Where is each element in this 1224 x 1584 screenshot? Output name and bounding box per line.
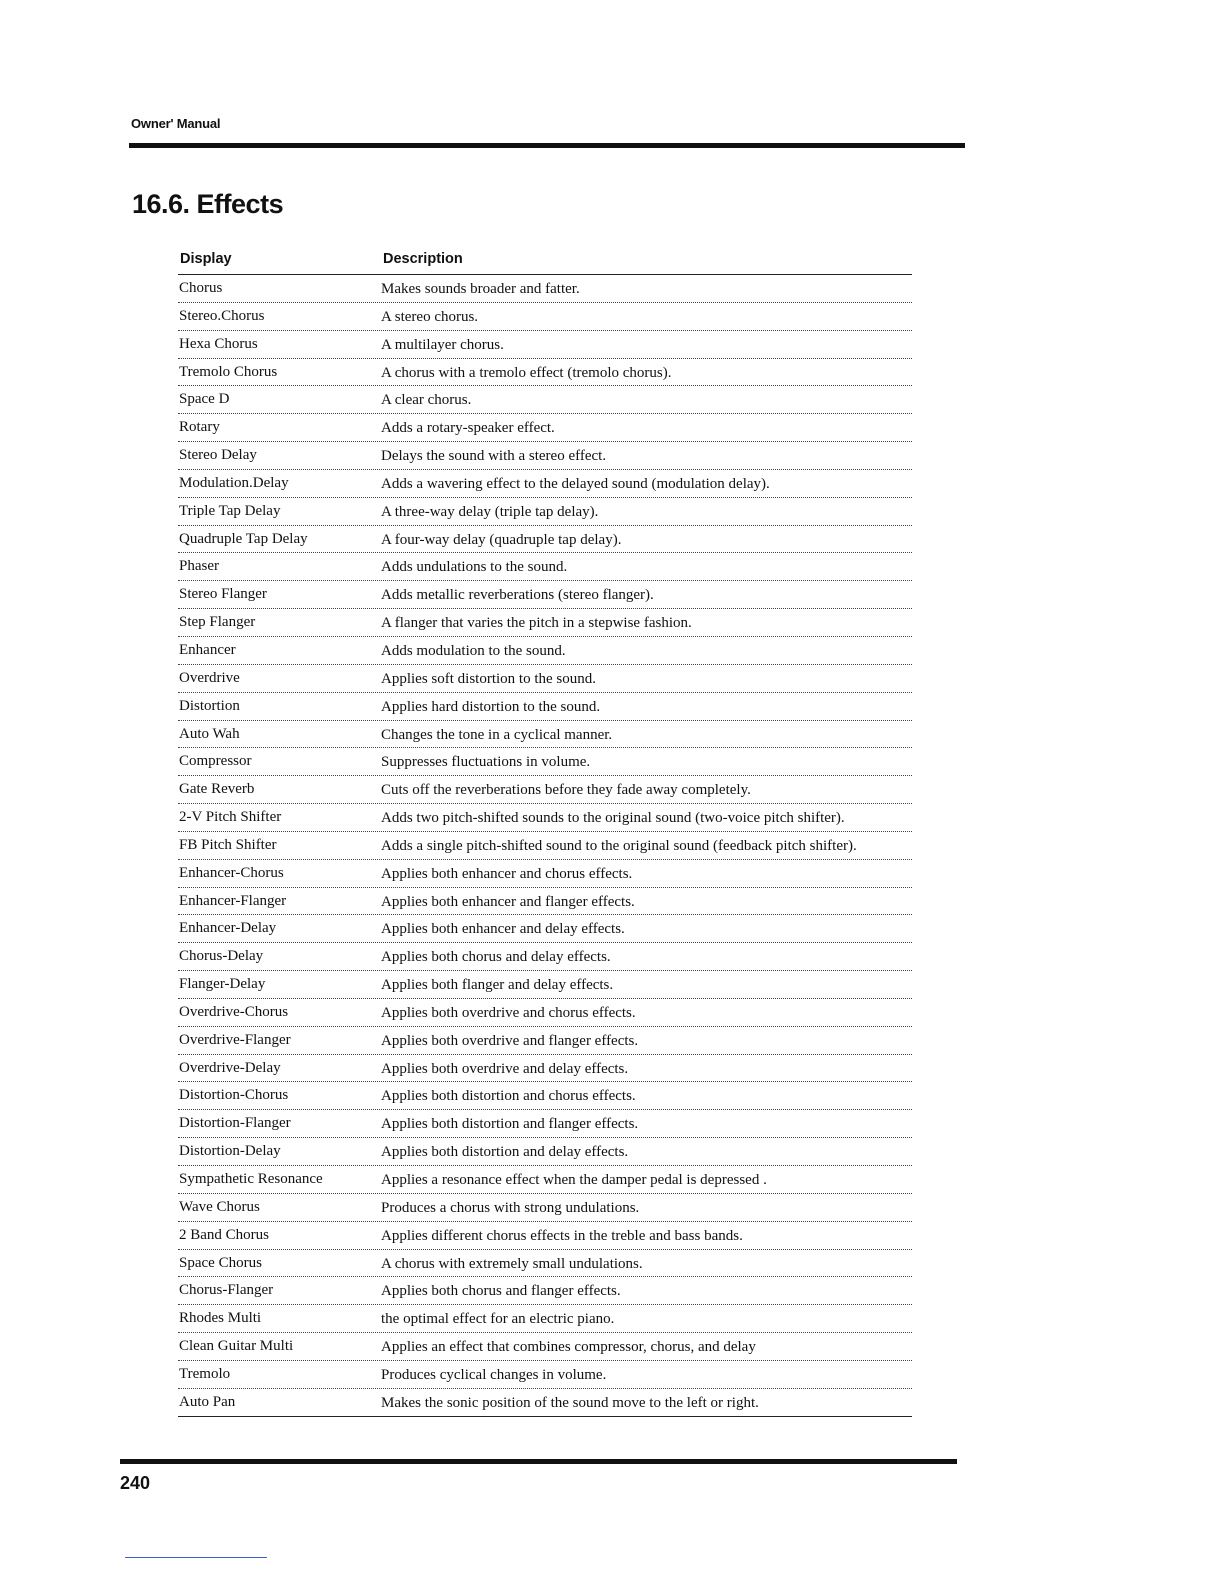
effect-description: A chorus with extremely small undulations. <box>381 1255 643 1272</box>
effect-display-name: Step Flanger <box>179 614 256 631</box>
effect-description: Applies a resonance effect when the damper pedal is depressed . <box>381 1172 767 1188</box>
table-row <box>178 581 912 609</box>
table-row <box>178 470 912 498</box>
effects-table <box>178 250 912 1417</box>
effect-display-name: Chorus <box>179 280 223 296</box>
header-rule <box>129 143 965 148</box>
effect-description: Adds undulations to the sound. <box>381 559 568 576</box>
effect-description: Adds two pitch-shifted sounds to the original sound (two-voice pitch shifter). <box>381 810 845 827</box>
table-row <box>178 1027 912 1055</box>
effect-description: Produces a chorus with strong undulations. <box>381 1199 640 1216</box>
table-row <box>178 1194 912 1222</box>
table-row <box>178 915 912 943</box>
effect-display-name: Tremolo Chorus <box>179 363 278 380</box>
table-row <box>178 1389 912 1417</box>
table-row <box>178 609 912 637</box>
effect-display-name: Hexa Chorus <box>179 335 258 352</box>
table-row <box>178 303 912 331</box>
page-number: 240 <box>120 1473 151 1493</box>
table-row <box>178 1138 912 1166</box>
effect-display-name: Space Chorus <box>179 1254 262 1271</box>
effect-description: Changes the tone in a cyclical manner. <box>381 726 613 743</box>
table-row <box>178 1305 912 1333</box>
effect-display-name: Overdrive-Delay <box>179 1059 281 1076</box>
effect-display-name: 2 Band Chorus <box>179 1226 269 1243</box>
table-row <box>178 1333 912 1361</box>
table-row <box>178 860 912 888</box>
table-row <box>178 943 912 971</box>
effect-description: Makes the sonic position of the sound move to the left or right. <box>381 1394 759 1411</box>
effect-description: Adds modulation to the sound. <box>381 642 566 659</box>
table-row <box>178 776 912 804</box>
table-row <box>178 665 912 693</box>
effect-description: Applies different chorus effects in the treble and bass bands. <box>381 1227 743 1244</box>
table-body <box>178 275 912 1417</box>
table-row <box>178 1222 912 1250</box>
table-row <box>178 971 912 999</box>
effect-description: Cuts off the reverberations before they fade away completely. <box>381 782 751 799</box>
effect-display-name: Enhancer <box>179 641 236 658</box>
table-row <box>178 748 912 776</box>
effect-description: Applies both overdrive and delay effects. <box>381 1060 629 1077</box>
table-row <box>178 721 912 749</box>
table-row <box>178 553 912 581</box>
effect-description: Applies both chorus and delay effects. <box>381 949 611 966</box>
effect-description: Adds a rotary-speaker effect. <box>381 420 555 437</box>
bottom-link-underline <box>125 1557 267 1558</box>
table-row <box>178 1110 912 1138</box>
effect-display-name: Modulation.Delay <box>179 474 289 491</box>
header-label: Owner' Manual <box>131 116 221 131</box>
table-row <box>178 414 912 442</box>
effect-description: A multilayer chorus. <box>381 336 504 353</box>
effect-display-name: Quadruple Tap Delay <box>179 530 308 547</box>
table-row <box>178 1361 912 1389</box>
effect-display-name: Auto Wah <box>179 725 240 742</box>
column-header-description: Description <box>383 251 463 267</box>
effect-description: A stereo chorus. <box>381 308 479 325</box>
effect-display-name: Clean Guitar Multi <box>179 1338 294 1355</box>
effect-display-name: Overdrive-Chorus <box>179 1003 289 1020</box>
effect-description: Applies an effect that combines compressor, chorus, and delay <box>381 1339 756 1356</box>
table-row <box>178 999 912 1027</box>
table-row <box>178 275 912 303</box>
table-row <box>178 1166 912 1194</box>
effect-display-name: Sympathetic Resonance <box>179 1171 323 1187</box>
effect-description: Applies hard distortion to the sound. <box>381 698 601 715</box>
effect-display-name: Enhancer-Delay <box>179 920 277 937</box>
effect-description: Applies both overdrive and flanger effects. <box>381 1032 639 1049</box>
effect-display-name: Compressor <box>179 753 252 770</box>
effect-display-name: Distortion-Chorus <box>179 1087 289 1104</box>
footer-rule <box>120 1459 957 1464</box>
effect-display-name: Stereo.Chorus <box>179 307 265 324</box>
table-row <box>178 693 912 721</box>
effect-description: Applies both enhancer and delay effects. <box>381 921 625 938</box>
effect-description: A flanger that varies the pitch in a stepwise fashion. <box>381 615 692 632</box>
table-row <box>178 359 912 387</box>
effect-description: Produces cyclical changes in volume. <box>381 1366 607 1383</box>
table-row <box>178 1055 912 1083</box>
effect-display-name: FB Pitch Shifter <box>179 836 277 853</box>
table-row <box>178 442 912 470</box>
effect-display-name: Distortion-Delay <box>179 1143 281 1160</box>
effect-display-name: Overdrive-Flanger <box>179 1031 291 1048</box>
table-row <box>178 386 912 414</box>
effect-display-name: Chorus-Delay <box>179 948 264 965</box>
table-row <box>178 1250 912 1278</box>
effect-description: Delays the sound with a stereo effect. <box>381 448 607 465</box>
effect-description: Applies both flanger and delay effects. <box>381 977 614 994</box>
effect-display-name: Auto Pan <box>179 1393 236 1410</box>
effect-display-name: Overdrive <box>179 669 240 686</box>
effect-display-name: Triple Tap Delay <box>179 502 281 519</box>
table-row <box>178 1082 912 1110</box>
effect-display-name: Rhodes Multi <box>179 1310 262 1327</box>
table-row <box>178 832 912 860</box>
effect-description: Applies both distortion and chorus effects. <box>381 1088 636 1105</box>
effect-display-name: Chorus-Flanger <box>179 1282 274 1299</box>
table-row <box>178 637 912 665</box>
effect-display-name: Distortion-Flanger <box>179 1115 291 1132</box>
effect-description: A chorus with a tremolo effect (tremolo chorus). <box>381 364 672 381</box>
effect-description: Applies both distortion and flanger effects. <box>381 1116 639 1133</box>
effect-description: Makes sounds broader and fatter. <box>381 281 580 297</box>
column-header-display: Display <box>180 251 232 267</box>
effect-description: A four-way delay (quadruple tap delay). <box>381 531 622 548</box>
effect-display-name: Stereo Delay <box>179 447 257 464</box>
table-row <box>178 526 912 554</box>
effect-display-name: Wave Chorus <box>179 1198 260 1215</box>
effect-display-name: Stereo Flanger <box>179 586 267 603</box>
effect-description: A three-way delay (triple tap delay). <box>381 503 599 520</box>
table-row <box>178 498 912 526</box>
effect-display-name: 2-V Pitch Shifter <box>179 809 282 826</box>
effect-description: Suppresses fluctuations in volume. <box>381 754 591 771</box>
effect-display-name: Distortion <box>179 697 240 714</box>
effect-description: Adds a single pitch-shifted sound to the original sound (feedback pitch shifter). <box>381 837 857 854</box>
effect-display-name: Phaser <box>179 558 219 575</box>
effect-description: A clear chorus. <box>381 392 472 409</box>
effect-description: Applies soft distortion to the sound. <box>381 670 596 687</box>
effect-description: Applies both chorus and flanger effects. <box>381 1283 621 1300</box>
effect-display-name: Rotary <box>179 419 220 436</box>
effect-description: Applies both enhancer and chorus effects. <box>381 865 633 882</box>
effect-display-name: Enhancer-Chorus <box>179 864 284 881</box>
effect-description: Applies both distortion and delay effects. <box>381 1144 629 1161</box>
effect-description: Applies both enhancer and flanger effects. <box>381 893 635 910</box>
effect-display-name: Enhancer-Flanger <box>179 892 287 909</box>
table-row <box>178 888 912 916</box>
section-title: 16.6. Effects <box>132 189 284 219</box>
table-row <box>178 1277 912 1305</box>
effect-display-name: Space D <box>179 391 230 408</box>
effect-display-name: Gate Reverb <box>179 781 255 798</box>
effect-description: Adds metallic reverberations (stereo flanger). <box>381 587 654 604</box>
effect-description: the optimal effect for an electric piano. <box>381 1311 615 1328</box>
table-header-row <box>178 250 912 275</box>
table-row <box>178 331 912 359</box>
table-row <box>178 804 912 832</box>
effect-display-name: Tremolo <box>179 1365 231 1382</box>
effect-description: Applies both overdrive and chorus effects. <box>381 1004 636 1021</box>
effect-display-name: Flanger-Delay <box>179 976 266 993</box>
effect-description: Adds a wavering effect to the delayed sound (modulation delay). <box>381 475 770 492</box>
